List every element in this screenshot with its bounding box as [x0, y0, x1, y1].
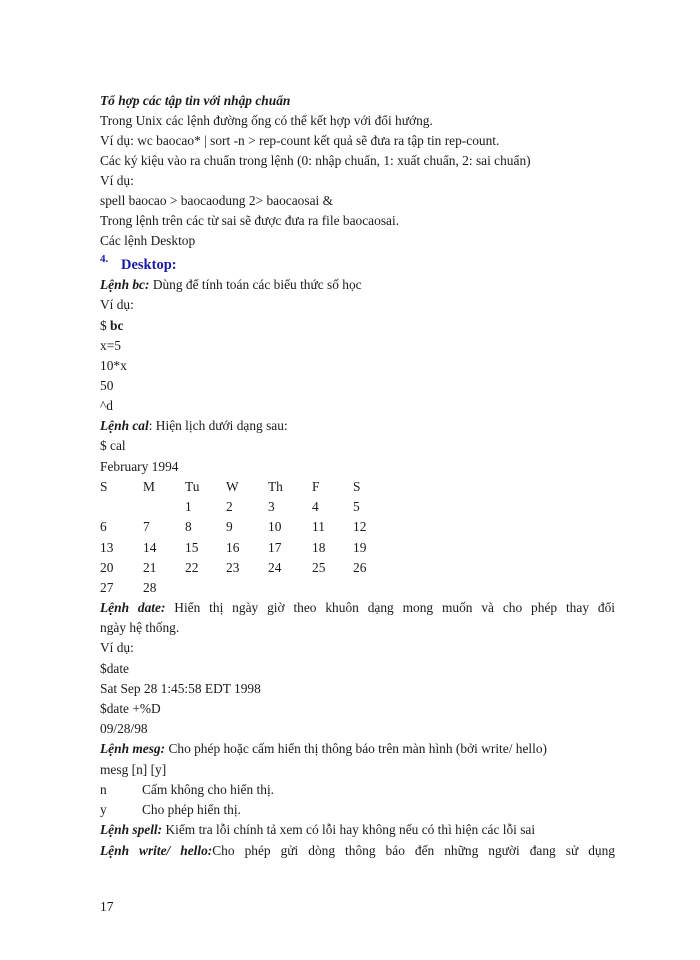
mesg-description: Cho phép hoặc cấm hiển thị thông báo trên màn hình (bởi write/ hello): [165, 741, 548, 756]
cal-day: 24: [268, 560, 282, 575]
combine-line-7: Các lệnh Desktop: [100, 233, 196, 248]
page-number: 17: [100, 899, 114, 914]
cal-day: 21: [143, 560, 157, 575]
cal-header: M: [143, 479, 155, 494]
bc-description: Dùng để tính toán các biểu thức số học: [149, 277, 362, 292]
combine-line-2: Ví dụ: wc baocao* | sort -n > rep-count kết quả sẽ đưa ra tập tin rep-count.: [100, 133, 500, 148]
cal-header: Th: [268, 479, 283, 494]
section-heading-desktop: Desktop:: [121, 257, 177, 273]
mesg-label: Lệnh mesg:: [100, 741, 166, 756]
cal-day: 3: [268, 499, 275, 514]
cal-day: 9: [226, 519, 233, 534]
combine-line-5: spell baocao > baocaodung 2> baocaosai &: [100, 193, 333, 208]
bc-line: 50: [100, 378, 114, 393]
cal-day: 6: [100, 519, 107, 534]
mesg-command-line: [100, 741, 547, 757]
date-line: 09/28/98: [100, 721, 148, 736]
cal-day: 25: [312, 560, 326, 575]
cal-day: 20: [100, 560, 114, 575]
cal-day: 27: [100, 580, 114, 595]
cal-day: 16: [226, 540, 240, 555]
spell-label: Lệnh spell:: [100, 822, 163, 837]
date-line: $date +%D: [100, 701, 161, 716]
cal-day: 10: [268, 519, 282, 534]
spell-description: Kiểm tra lỗi chính tả xem có lỗi hay không nếu có thì hiện các lỗi sai: [162, 822, 536, 837]
cal-header: W: [226, 479, 239, 494]
cal-day: 22: [185, 560, 199, 575]
cal-label: Lệnh cal: [100, 418, 149, 433]
date-line: Ví dụ:: [100, 640, 134, 655]
mesg-option-y-desc: Cho phép hiển thị.: [142, 802, 241, 817]
cal-header: Tu: [185, 479, 200, 494]
bc-label: Lệnh bc:: [100, 277, 150, 292]
cal-day: 7: [143, 519, 150, 534]
bc-line: 10*x: [100, 358, 127, 373]
cal-description: : Hiện lịch dưới dạng sau:: [148, 418, 288, 433]
cal-header: S: [100, 479, 108, 494]
bc-prompt: $: [100, 318, 111, 333]
cal-command-line: [100, 418, 288, 434]
cal-day: 19: [353, 540, 367, 555]
cal-day: 17: [268, 540, 282, 555]
mesg-option-n-desc: Cấm không cho hiển thị.: [142, 782, 275, 797]
bc-cmd: bc: [110, 318, 124, 333]
cal-cmd: $ cal: [100, 438, 126, 453]
spell-command-line: [100, 822, 535, 838]
bc-command-line: [100, 277, 362, 293]
cal-day: 23: [226, 560, 240, 575]
cal-day: 12: [353, 519, 367, 534]
combine-line-1: Trong Unix các lệnh đường ống có thể kết hợp với đổi hướng.: [100, 113, 433, 128]
section-number: 4.: [100, 253, 109, 265]
write-description: Cho phép gửi dòng thông báo đến những người đang sử dụng: [212, 843, 615, 858]
write-command-line: [100, 843, 615, 859]
combine-line-4: Ví dụ:: [100, 173, 134, 188]
date-description-cont: ngày hệ thống.: [100, 620, 180, 635]
combine-line-6: Trong lệnh trên các từ sai sẽ được đưa ra file baocaosai.: [100, 213, 400, 228]
bc-line: x=5: [100, 338, 121, 353]
bc-prompt-line: [100, 318, 123, 334]
cal-day: 28: [143, 580, 157, 595]
date-command-line: [100, 600, 615, 616]
cal-day: 2: [226, 499, 233, 514]
mesg-option-y-key: y: [100, 802, 107, 817]
date-label: Lệnh date:: [100, 600, 166, 615]
cal-day: 5: [353, 499, 360, 514]
cal-day: 11: [312, 519, 325, 534]
date-description: Hiển thị ngày giờ theo khuôn dạng mong muốn và cho phép thay đổi: [165, 600, 615, 615]
cal-header: S: [353, 479, 361, 494]
mesg-syntax: mesg [n] [y]: [100, 762, 167, 777]
bc-example-label: Ví dụ:: [100, 297, 134, 312]
cal-day: 8: [185, 519, 192, 534]
cal-day: 13: [100, 540, 114, 555]
cal-day: 1: [185, 499, 192, 514]
cal-day: 18: [312, 540, 326, 555]
cal-day: 4: [312, 499, 319, 514]
date-line: $date: [100, 661, 129, 676]
mesg-option-n-key: n: [100, 782, 107, 797]
cal-day: 26: [353, 560, 367, 575]
combine-line-3: Các ký kiệu vào ra chuẩn trong lệnh (0: nhập chuẩn, 1: xuất chuẩn, 2: sai chuẩn): [100, 153, 531, 168]
cal-day: 15: [185, 540, 199, 555]
bc-line: ^d: [100, 398, 113, 413]
write-label: Lệnh write/ hello:: [100, 843, 213, 858]
cal-header: F: [312, 479, 320, 494]
date-line: Sat Sep 28 1:45:58 EDT 1998: [100, 681, 261, 696]
cal-day: 14: [143, 540, 157, 555]
cal-month: February 1994: [100, 459, 179, 474]
combine-section-title: Tổ hợp các tập tin với nhập chuẩn: [100, 93, 291, 108]
